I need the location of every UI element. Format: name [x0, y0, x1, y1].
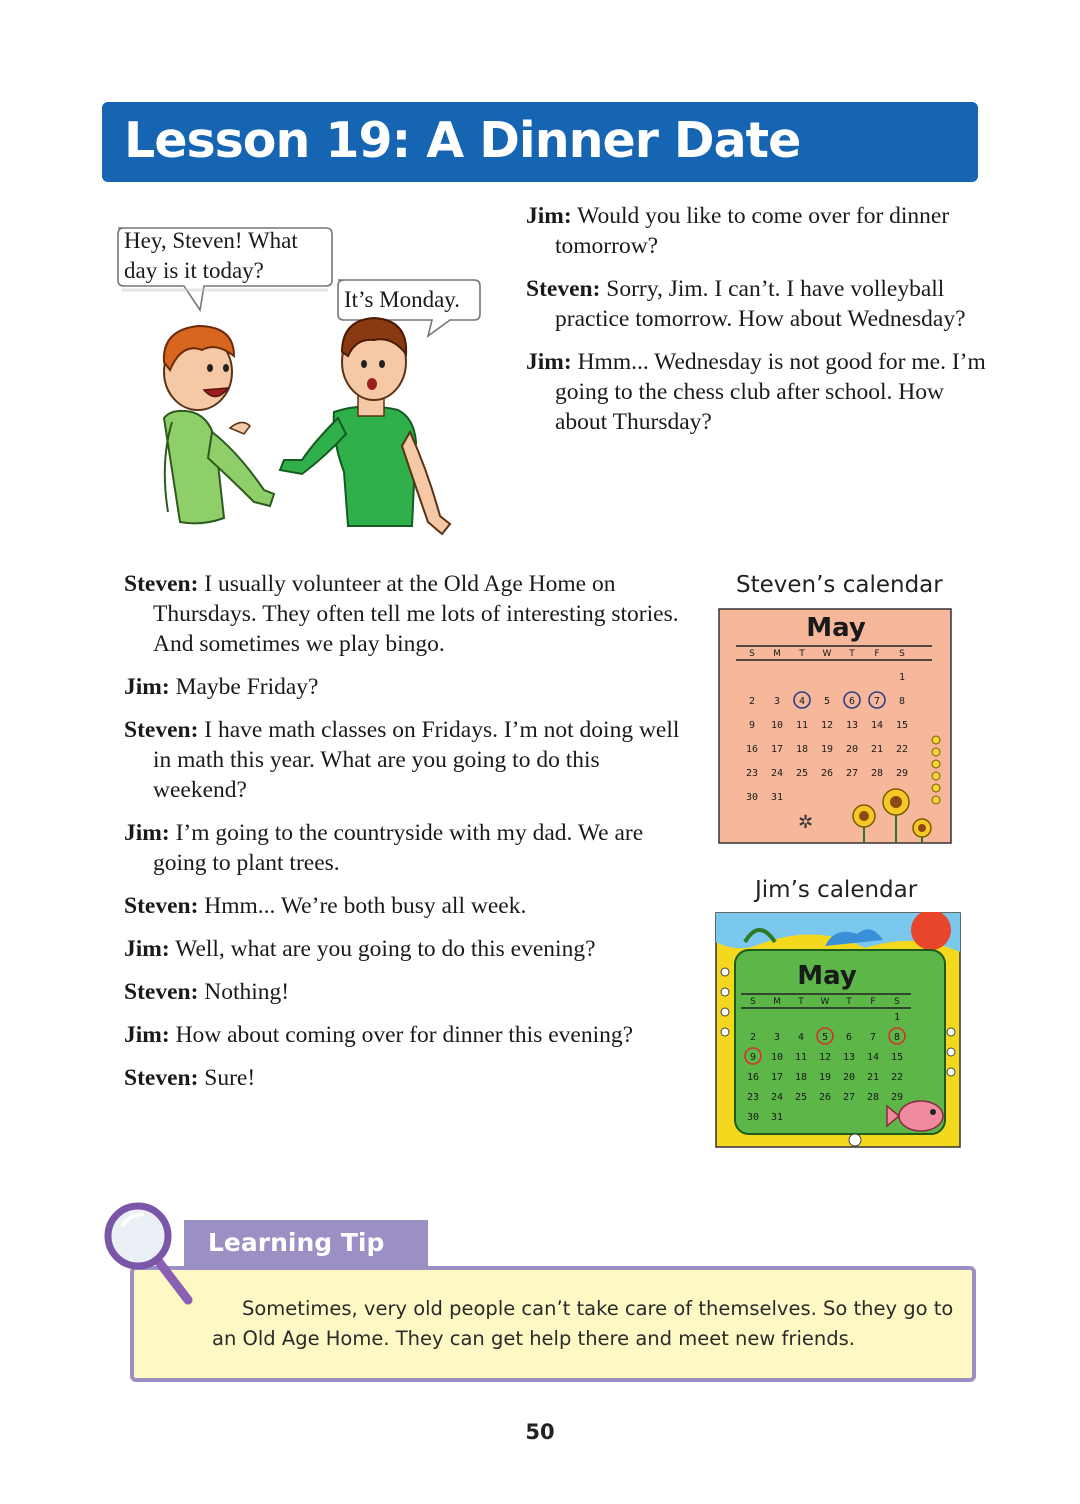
speaker-name: Jim: — [124, 936, 170, 962]
speaker-name: Jim: — [526, 203, 572, 229]
bubble-left-line1: Hey, Steven! What — [124, 228, 298, 253]
calendar-day: 10 — [770, 1052, 784, 1063]
speaker-name: Steven: — [124, 571, 199, 597]
speaker-name: Steven: — [124, 893, 199, 919]
dialogue-line — [124, 1063, 684, 1093]
calendar-day: 18 — [795, 744, 809, 755]
dialogue-text: Sure! — [204, 1065, 256, 1091]
calendar-day: 28 — [870, 768, 884, 779]
calendar-day: 15 — [895, 720, 909, 731]
weekday-label: T — [799, 649, 805, 659]
calendar-day: 22 — [895, 744, 909, 755]
lesson-title-bar — [102, 102, 978, 182]
calendar-day: 14 — [866, 1052, 880, 1063]
lesson-title: Lesson 19: A Dinner Date — [124, 112, 801, 169]
page-number: 50 — [525, 1420, 555, 1444]
calendar-day: 1 — [898, 672, 906, 683]
calendar-day: 9 — [749, 1052, 757, 1063]
dialogue-text: Hmm... Wednesday is not good for me. I’m going to the chess club after school. How about Thursday? — [555, 349, 986, 435]
calendar-day: 16 — [746, 1072, 760, 1083]
calendar-day: 17 — [770, 744, 784, 755]
calendar-day: 11 — [794, 1052, 808, 1063]
boy-right-figure — [280, 318, 450, 534]
calendar-day: 6 — [848, 696, 856, 707]
calendar-day: 6 — [845, 1032, 853, 1043]
dialogue-line — [526, 347, 996, 437]
calendar-day: 19 — [820, 744, 834, 755]
calendar-day: 5 — [821, 1032, 829, 1043]
calendar-day: 26 — [818, 1092, 832, 1103]
weekday-label: W — [820, 997, 830, 1007]
weekday-label: M — [773, 649, 781, 659]
dialogue-line — [124, 891, 684, 921]
dialogue-line — [124, 818, 684, 878]
steven-calendar-label: Steven’s calendar — [736, 572, 943, 598]
weekday-label: M — [773, 997, 781, 1007]
dialogue-line — [526, 274, 996, 334]
calendar-day: 13 — [845, 720, 859, 731]
calendar-day: 31 — [770, 1112, 784, 1123]
calendar-day: 29 — [895, 768, 909, 779]
dialogue-line — [526, 201, 996, 261]
weekday-label: S — [899, 649, 905, 659]
weekday-label: F — [874, 649, 880, 659]
bubble-right-text: It’s Monday. — [344, 287, 461, 312]
calendar-day: 7 — [873, 696, 881, 707]
speaker-name: Steven: — [124, 717, 199, 743]
dialogue-text: Sorry, Jim. I can’t. I have volleyball practice tomorrow. How about Wednesday? — [555, 276, 966, 332]
learning-tip-box — [130, 1266, 976, 1382]
jim-calendar — [715, 912, 961, 1148]
magnifier-icon — [100, 1200, 210, 1310]
calendar-day: 21 — [866, 1072, 880, 1083]
speech-bubble-left — [118, 228, 332, 310]
calendar-day: 1 — [893, 1012, 901, 1023]
calendar-day: 9 — [748, 720, 756, 731]
calendar-day: 19 — [818, 1072, 832, 1083]
weekday-label: T — [846, 997, 852, 1007]
calendar-day: 23 — [745, 768, 759, 779]
dialogue-line — [124, 569, 684, 659]
weekday-label: T — [849, 649, 855, 659]
calendar-day: 2 — [749, 1032, 757, 1043]
dialogue-line — [124, 672, 684, 702]
calendar-day: 3 — [773, 696, 781, 707]
calendar-day: 16 — [745, 744, 759, 755]
speaker-name: Jim: — [124, 820, 170, 846]
learning-tip-heading: Learning Tip — [184, 1220, 428, 1266]
steven-calendar — [718, 608, 952, 844]
boy-left-figure — [164, 326, 274, 523]
dialogue-line — [124, 934, 684, 964]
calendar-day: 25 — [794, 1092, 808, 1103]
calendar-day: 21 — [870, 744, 884, 755]
calendar-day: 12 — [818, 1052, 832, 1063]
calendar-month: May — [806, 613, 866, 643]
weekday-label: T — [798, 997, 804, 1007]
speaker-name: Jim: — [124, 674, 170, 700]
svg-text:✲: ✲ — [798, 812, 814, 833]
calendar-day: 23 — [746, 1092, 760, 1103]
jim-calendar-label: Jim’s calendar — [755, 877, 918, 903]
calendar-day: 14 — [870, 720, 884, 731]
dialogue-text: I have math classes on Fridays. I’m not doing well in math this year. What are you going to do this weekend? — [153, 717, 680, 803]
learning-tip-text: Sometimes, very old people can’t take care of themselves. So they go to an Old Age Home. They can get help there and meet new friends. — [212, 1297, 954, 1350]
dialogue-text: I usually volunteer at the Old Age Home on Thursdays. They often tell me lots of interesting stories. And sometimes we play bingo. — [153, 571, 679, 657]
calendar-day: 17 — [770, 1072, 784, 1083]
calendar-day: 26 — [820, 768, 834, 779]
dialogue-text: Nothing! — [204, 979, 290, 1005]
calendar-day: 4 — [797, 1032, 805, 1043]
weekday-label: S — [749, 649, 755, 659]
calendar-day: 10 — [770, 720, 784, 731]
calendar-day: 20 — [842, 1072, 856, 1083]
dialogue-text: I’m going to the countryside with my dad. We are going to plant trees. — [153, 820, 644, 876]
calendar-day: 20 — [845, 744, 859, 755]
calendar-day: 7 — [869, 1032, 877, 1043]
calendar-day: 27 — [845, 768, 859, 779]
calendar-day: 24 — [770, 768, 784, 779]
speaker-name: Steven: — [124, 1065, 199, 1091]
calendar-day: 30 — [746, 1112, 760, 1123]
dialogue-text: Would you like to come over for dinner tomorrow? — [555, 203, 950, 259]
dialogue-line — [124, 977, 684, 1007]
calendar-day: 24 — [770, 1092, 784, 1103]
calendar-day: 8 — [898, 696, 906, 707]
calendar-day: 11 — [795, 720, 809, 731]
dialogue-line — [124, 1020, 684, 1050]
calendar-day: 30 — [745, 792, 759, 803]
calendar-day: 27 — [842, 1092, 856, 1103]
speaker-name: Steven: — [124, 979, 199, 1005]
speaker-name: Steven: — [526, 276, 601, 302]
weekday-label: W — [822, 649, 832, 659]
speaker-name: Jim: — [526, 349, 572, 375]
dialogue-text: Maybe Friday? — [175, 674, 319, 700]
calendar-day: 5 — [823, 696, 831, 707]
calendar-day: 29 — [890, 1092, 904, 1103]
calendar-day: 8 — [893, 1032, 901, 1043]
calendar-day: 12 — [820, 720, 834, 731]
calendar-day: 2 — [748, 696, 756, 707]
calendar-day: 4 — [798, 696, 806, 707]
calendar-month: May — [797, 961, 857, 991]
dialogue-text: Hmm... We’re both busy all week. — [204, 893, 527, 919]
dialogue-text: How about coming over for dinner this evening? — [175, 1022, 634, 1048]
calendar-day: 31 — [770, 792, 784, 803]
boys-talking-illustration — [112, 222, 492, 552]
calendar-day: 28 — [866, 1092, 880, 1103]
dialogue-line — [124, 715, 684, 805]
calendar-day: 15 — [890, 1052, 904, 1063]
weekday-label: S — [750, 997, 756, 1007]
calendar-day: 18 — [794, 1072, 808, 1083]
dialogue-main — [124, 569, 684, 1106]
speaker-name: Jim: — [124, 1022, 170, 1048]
calendar-day: 3 — [773, 1032, 781, 1043]
dialogue-top — [526, 201, 996, 450]
weekday-label: S — [894, 997, 900, 1007]
calendar-day: 25 — [795, 768, 809, 779]
weekday-label: F — [870, 997, 876, 1007]
calendar-day: 13 — [842, 1052, 856, 1063]
bubble-left-line2: day is it today? — [124, 258, 264, 283]
calendar-day: 22 — [890, 1072, 904, 1083]
dialogue-text: Well, what are you going to do this evening? — [175, 936, 596, 962]
